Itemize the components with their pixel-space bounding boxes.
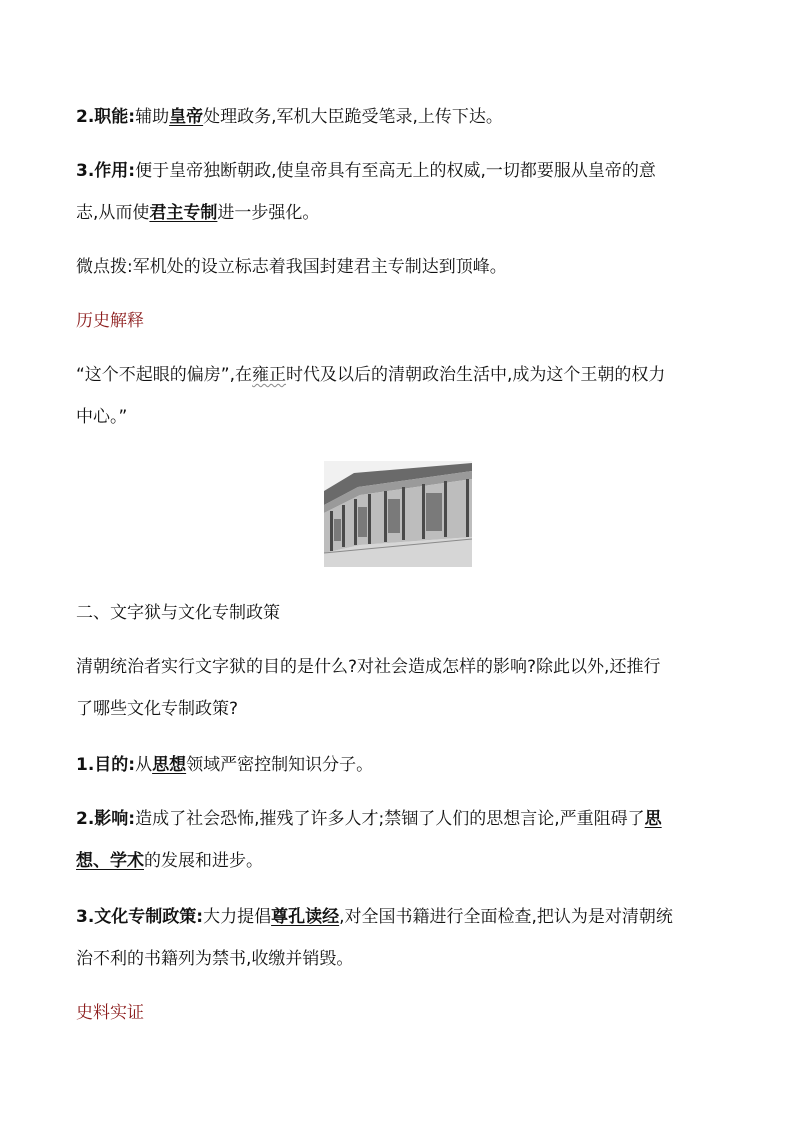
- answer-impact-line2: [76, 850, 263, 872]
- text: 志,从而使: [76, 203, 150, 223]
- text: 处理政务,军机大臣跪受笔录,上传下达。: [203, 107, 503, 127]
- text: 从: [135, 755, 153, 775]
- key-term: 想、学术: [76, 851, 144, 871]
- text: 领域严密控制知识分子。: [186, 755, 374, 775]
- text: 造成了社会恐怖,摧残了许多人才;禁锢了人们的思想言论,严重阻碍了: [135, 809, 645, 829]
- junjichu-building-photo: [324, 461, 472, 567]
- question-line1: 清朝统治者实行文字狱的目的是什么?对社会造成怎样的影响?除此以外,还推行: [76, 657, 661, 677]
- item-number: 1.: [76, 755, 95, 775]
- heading-literary-inquisition: 二、文字狱与文化专制政策: [76, 603, 280, 623]
- answer-purpose: [76, 754, 373, 776]
- key-term: 皇帝: [169, 107, 204, 127]
- item-heading: 影响:: [94, 809, 136, 829]
- text: 大力提倡: [203, 907, 272, 927]
- answer-policy-line2: 治不利的书籍列为禁书,收缴并销毁。: [76, 949, 354, 969]
- item-heading: 职能:: [94, 107, 136, 127]
- item-number: 3.: [76, 161, 95, 181]
- text: 的发展和进步。: [144, 851, 263, 871]
- key-term: 君主专制: [149, 203, 218, 223]
- text: 辅助: [135, 107, 170, 127]
- item-heading: 文化专制政策:: [94, 907, 204, 927]
- paragraph-role-line1: [76, 160, 656, 182]
- key-term: 尊孔读经: [271, 907, 340, 927]
- item-number: 2.: [76, 107, 95, 127]
- quote-line2: 中心。”: [76, 407, 128, 427]
- text: 进一步强化。: [217, 203, 320, 223]
- quote-line1: [76, 364, 665, 386]
- text: ,对全国书籍进行全面检查,把认为是对清朝统: [339, 907, 673, 927]
- tip-text: 微点拨:军机处的设立标志着我国封建君主专制达到顶峰。: [76, 257, 507, 277]
- answer-impact-line1: [76, 808, 662, 830]
- item-number: 3.: [76, 907, 95, 927]
- paragraph-role-line2: [76, 202, 319, 224]
- question-line2: 了哪些文化专制政策?: [76, 699, 239, 719]
- section-title-history: 历史解释: [76, 311, 144, 331]
- text: 便于皇帝独断朝政,使皇帝具有至高无上的权威,一切都要服从皇帝的意: [135, 161, 656, 181]
- paragraph-function: [76, 106, 503, 128]
- section-title-evidence: 史料实证: [76, 1003, 144, 1023]
- key-term: 思想: [152, 755, 187, 775]
- text: “这个不起眼的偏房”,在: [76, 365, 253, 385]
- text: 时代及以后的清朝政治生活中,成为这个王朝的权力: [286, 365, 666, 385]
- key-term: 思: [644, 809, 662, 829]
- answer-policy-line1: [76, 906, 673, 928]
- wavy-term: 雍正: [252, 365, 287, 385]
- item-heading: 目的:: [94, 755, 136, 775]
- item-heading: 作用:: [94, 161, 136, 181]
- item-number: 2.: [76, 809, 95, 829]
